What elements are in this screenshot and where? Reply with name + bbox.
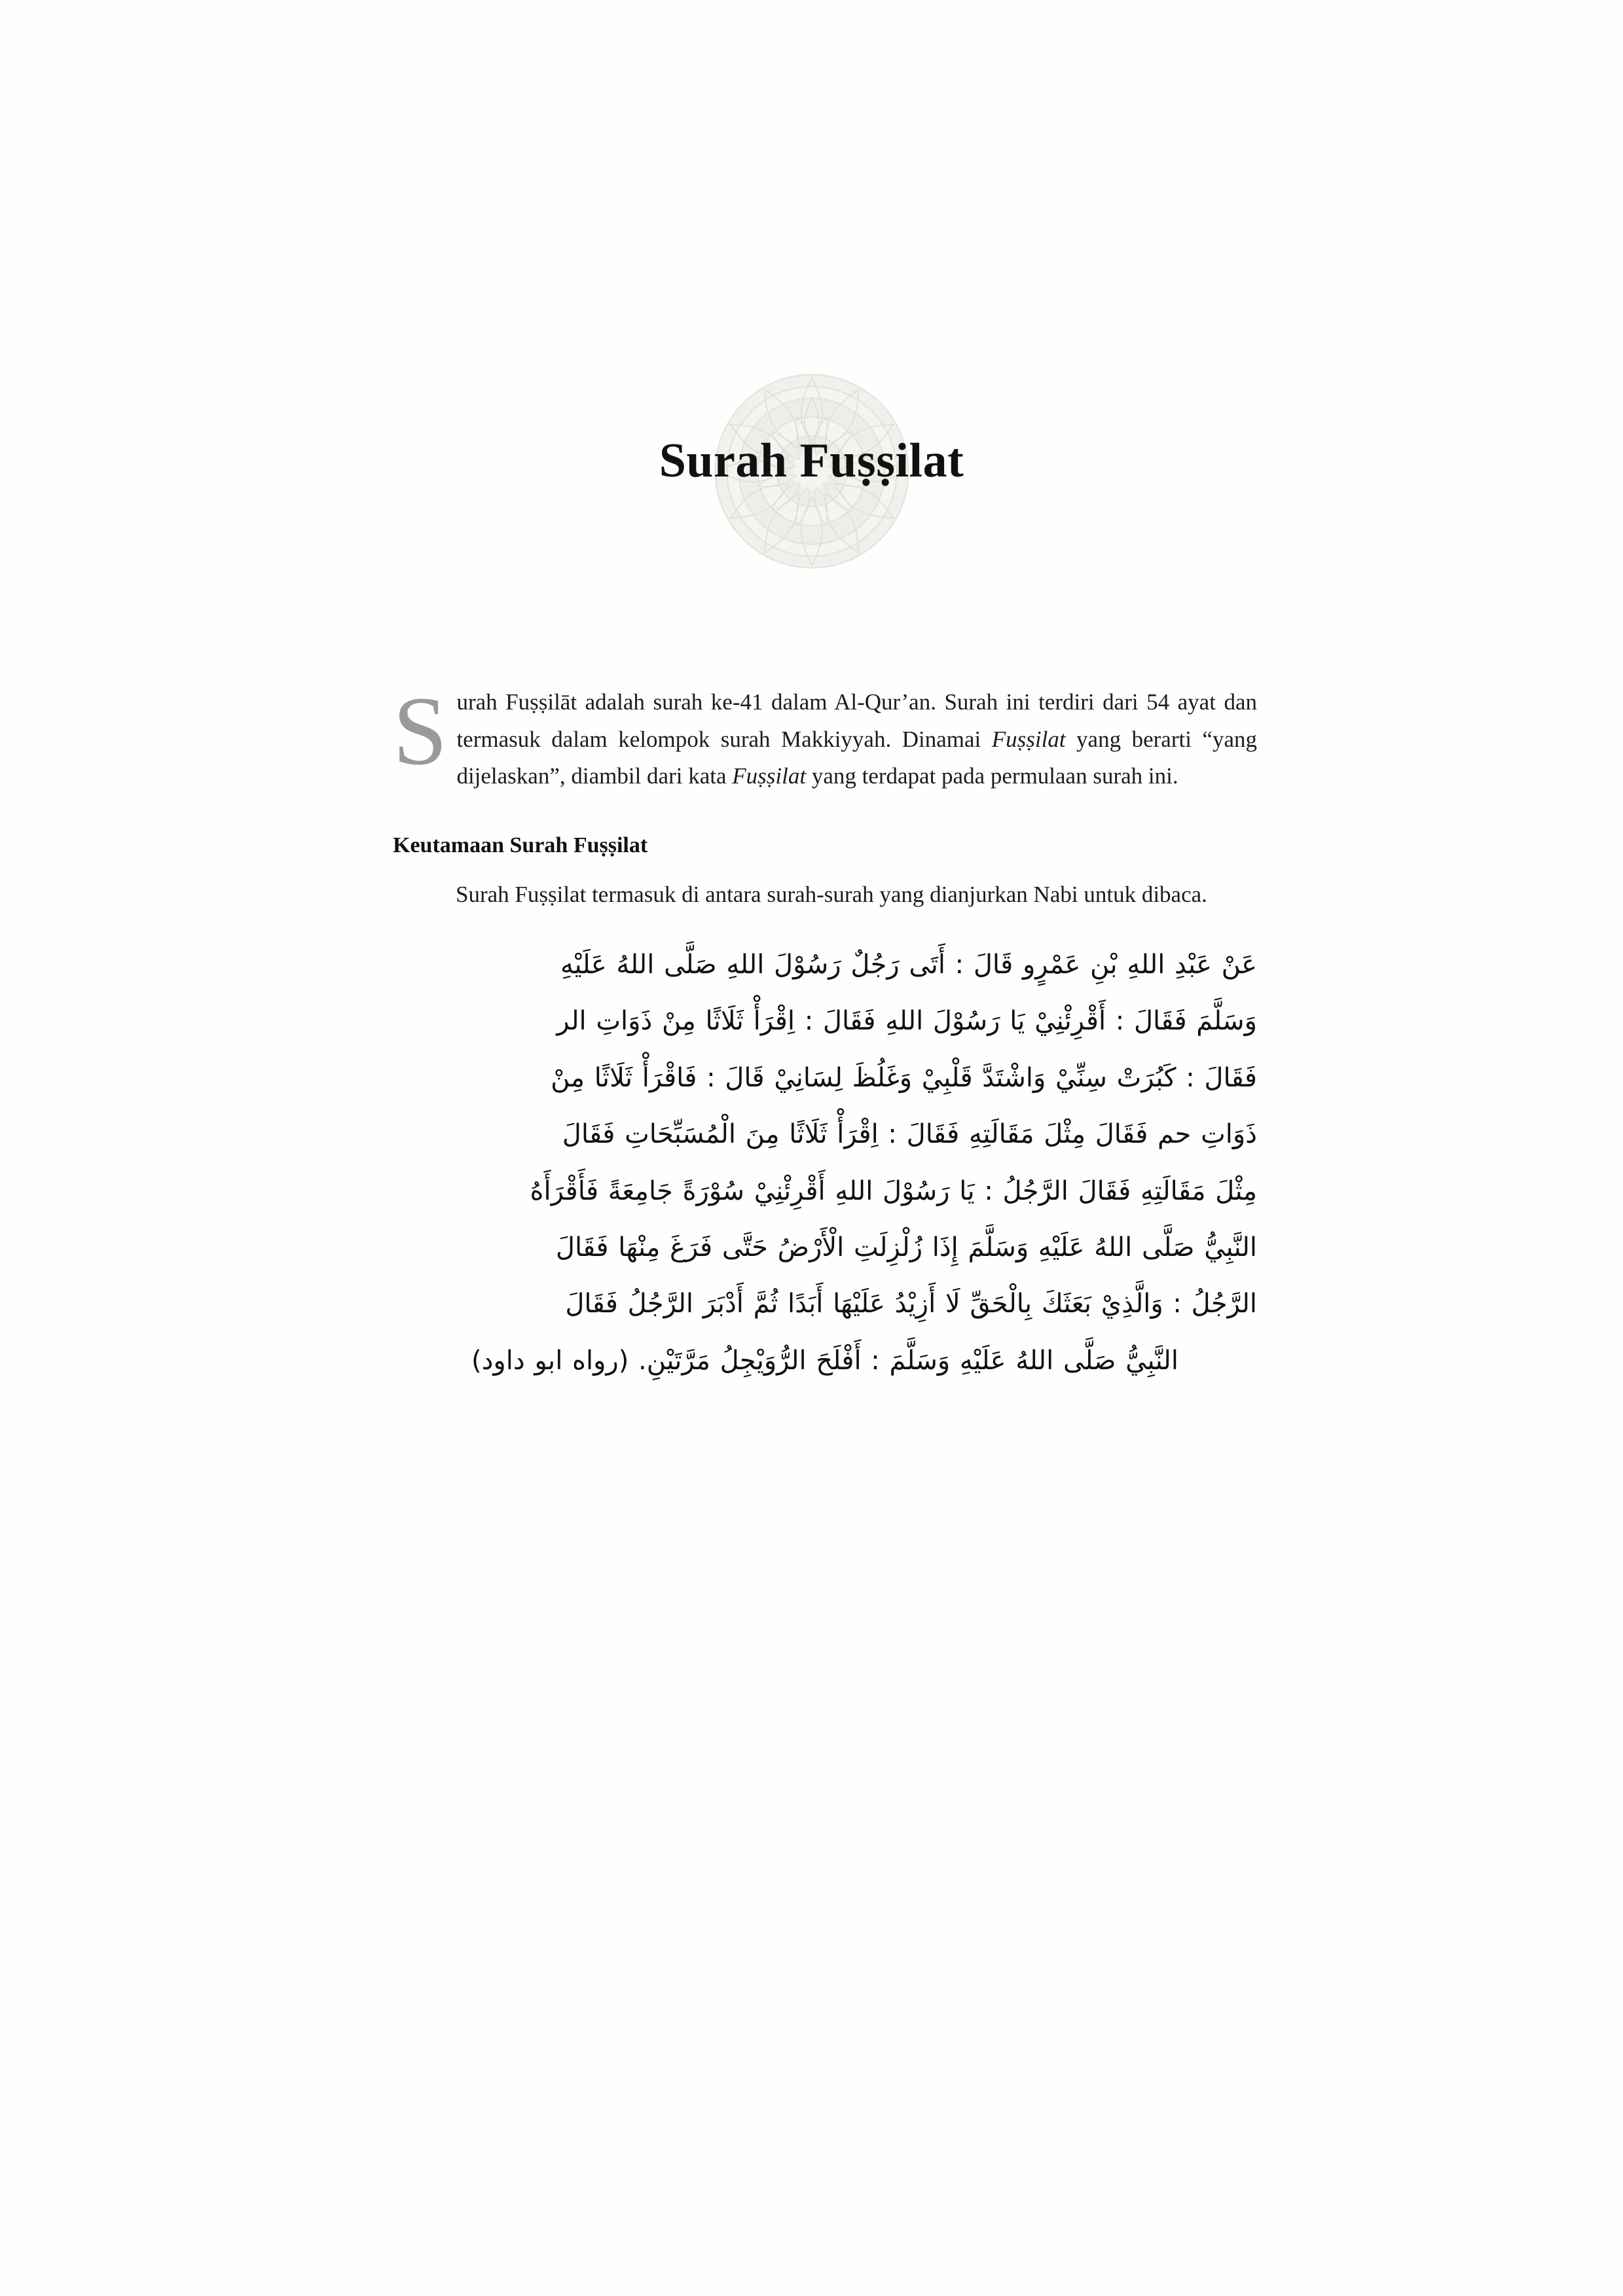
document-content: [393, 661, 1257, 1389]
hadith-line: مِثْلَ مَقَالَتِهِ فَقَالَ الرَّجُلُ : يَا رَسُوْلَ اللهِ أَقْرِئْنِيْ سُوْرَةً جَامِعَةً فَأَقْرَأَهُ: [530, 1175, 1257, 1206]
hadith-line: ذَوَاتِ حم فَقَالَ مِثْلَ مَقَالَتِهِ فَقَالَ : اِقْرَأْ ثَلَاثًا مِنَ الْمُسَبِّحَاتِ فَقَالَ: [562, 1119, 1257, 1150]
hadith-line-source: النَّبِيُّ صَلَّى اللهُ عَلَيْهِ وَسَلَّمَ : أَفْلَحَ الرُّوَيْجِلُ مَرَّتَيْنِ. (رواه ابو داود): [471, 1345, 1178, 1376]
intro-text-3: yang terdapat pada permulaan surah ini.: [806, 763, 1178, 789]
intro-paragraph: [393, 677, 1257, 795]
section-heading: Keutamaan Surah Fuṣṣilat: [393, 833, 648, 858]
hadith-line: الرَّجُلُ : وَالَّذِيْ بَعَثَكَ بِالْحَقِّ لَا أَزِيْدُ عَلَيْهَا أَبَدًا ثُمَّ أَدْبَرَ الرَّجُلُ فَقَالَ: [565, 1289, 1257, 1319]
intro-text-1: urah Fuṣṣilāt adalah surah ke-41 dalam Al-Qur’an. Surah ini terdiri dari 54 ayat dan termasuk dalam kelompok surah Makkiyyah. Dinamai: [456, 689, 1257, 752]
hadith-line: عَنْ عَبْدِ اللهِ بْنِ عَمْرٍو قَالَ : أَتَى رَجُلٌ رَسُوْلَ اللهِ صَلَّى اللهُ عَلَيْهِ: [560, 949, 1257, 980]
intro-italic-2: Fuṣṣilat: [732, 763, 807, 789]
page-title: Surah Fuṣṣilat: [659, 434, 964, 488]
hadith-line: وَسَلَّمَ فَقَالَ : أَقْرِئْنِيْ يَا رَسُوْلَ اللهِ فَقَالَ : اِقْرَأْ ثَلَاثًا مِنْ ذَوَاتِ الر: [556, 1006, 1257, 1037]
hadith-arabic-block: [393, 937, 1257, 1389]
intro-italic-1: Fuṣṣilat: [991, 726, 1066, 752]
section-paragraph: Surah Fuṣṣilat termasuk di antara surah-surah yang dianjurkan Nabi untuk dibaca.: [456, 882, 1207, 908]
intro-text-2: yang berarti “yang dijelaskan”, diambil dari kata: [456, 726, 1257, 789]
drop-cap: S: [393, 677, 448, 785]
hadith-line: فَقَالَ : كَبُرَتْ سِنِّيْ وَاشْتَدَّ قَلْبِيْ وَغَلُظَ لِسَانِيْ قَالَ : فَاقْرَأْ ثَلَاثًا مِنْ: [551, 1062, 1257, 1093]
hadith-line: النَّبِيُّ صَلَّى اللهُ عَلَيْهِ وَسَلَّمَ إِذَا زُلْزِلَتِ الْأَرْضُ حَتَّى فَرَغَ مِنْهَا فَقَالَ: [555, 1232, 1257, 1263]
title-block: [0, 353, 1623, 628]
